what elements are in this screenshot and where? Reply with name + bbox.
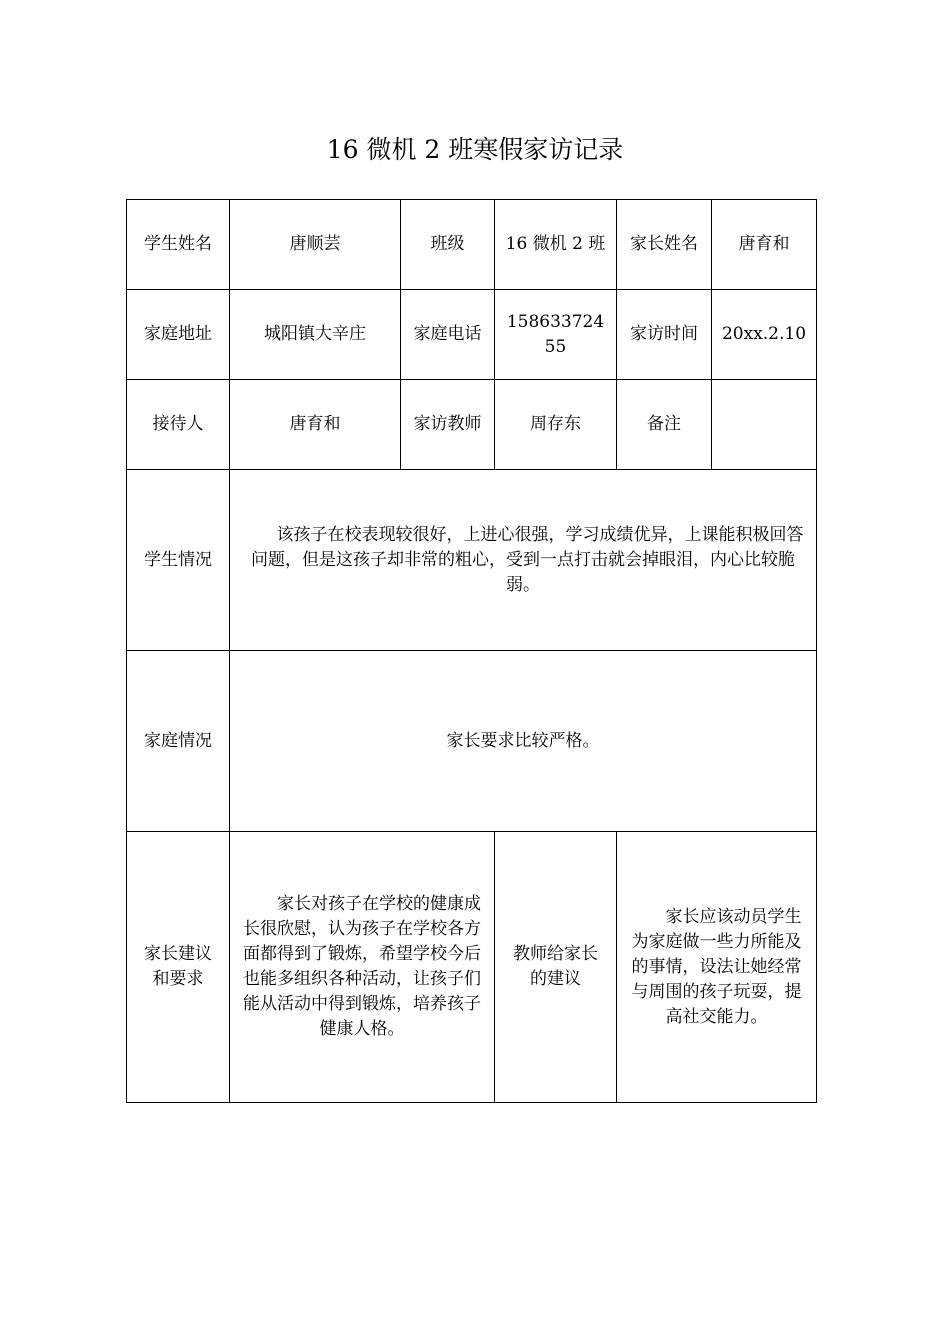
table-row: [127, 832, 817, 1103]
class-label: 班级: [401, 200, 495, 290]
teacher-suggestion-cell: [617, 832, 817, 1103]
receiver-value: 唐育和: [230, 380, 401, 470]
teacher-value: 周存东: [495, 380, 617, 470]
student-situation-text: 该孩子在校表现较很好，上进心很强，学习成绩优异，上课能积极回答问题，但是这孩子却非常的粗心，受到一点打击就会掉眼泪，内心比较脆弱。: [251, 524, 804, 595]
student-name-label: 学生姓名: [127, 200, 230, 290]
phone-value: 15863372455: [495, 290, 617, 380]
parent-name-value: 唐育和: [712, 200, 817, 290]
parent-suggestion-text: 家长对孩子在学校的健康成长很欣慰，认为孩子在学校各方面都得到了锻炼，希望学校今后也能多组织各种活动，让孩子们能从活动中得到锻炼，培养孩子健康人格。: [243, 894, 481, 1039]
student-situation-cell: [230, 470, 817, 651]
remarks-value: [712, 380, 817, 470]
remarks-label: 备注: [617, 380, 712, 470]
parent-suggestion-cell: [230, 832, 495, 1103]
address-value: 城阳镇大辛庄: [230, 290, 401, 380]
student-name-value: 唐顺芸: [230, 200, 401, 290]
table-row: [127, 470, 817, 651]
teacher-label: 家访教师: [401, 380, 495, 470]
table-row: [127, 380, 817, 470]
address-label: 家庭地址: [127, 290, 230, 380]
home-visit-record-table: [126, 199, 817, 1103]
family-situation-label: 家庭情况: [127, 651, 230, 832]
class-value: 16 微机 2 班: [495, 200, 617, 290]
table-row: [127, 651, 817, 832]
visit-time-value: 20xx.2.10: [712, 290, 817, 380]
teacher-suggestion-label-text: 教师给家长的建议: [513, 944, 598, 989]
table-row: [127, 290, 817, 380]
parent-suggestion-label: [127, 832, 230, 1103]
family-situation-text: 家长要求比较严格。: [230, 651, 817, 832]
parent-name-label: 家长姓名: [617, 200, 712, 290]
student-situation-label: 学生情况: [127, 470, 230, 651]
teacher-suggestion-label: [495, 832, 617, 1103]
parent-suggestion-label-text: 家长建议和要求: [144, 944, 212, 989]
phone-label: 家庭电话: [401, 290, 495, 380]
receiver-label: 接待人: [127, 380, 230, 470]
visit-time-label: 家访时间: [617, 290, 712, 380]
teacher-suggestion-text: 家长应该动员学生为家庭做一些力所能及的事情，设法让她经常与周围的孩子玩耍，提高社交能力。: [631, 906, 802, 1027]
page-title: 16 微机 2 班寒假家访记录: [326, 135, 624, 164]
table-row: [127, 200, 817, 290]
